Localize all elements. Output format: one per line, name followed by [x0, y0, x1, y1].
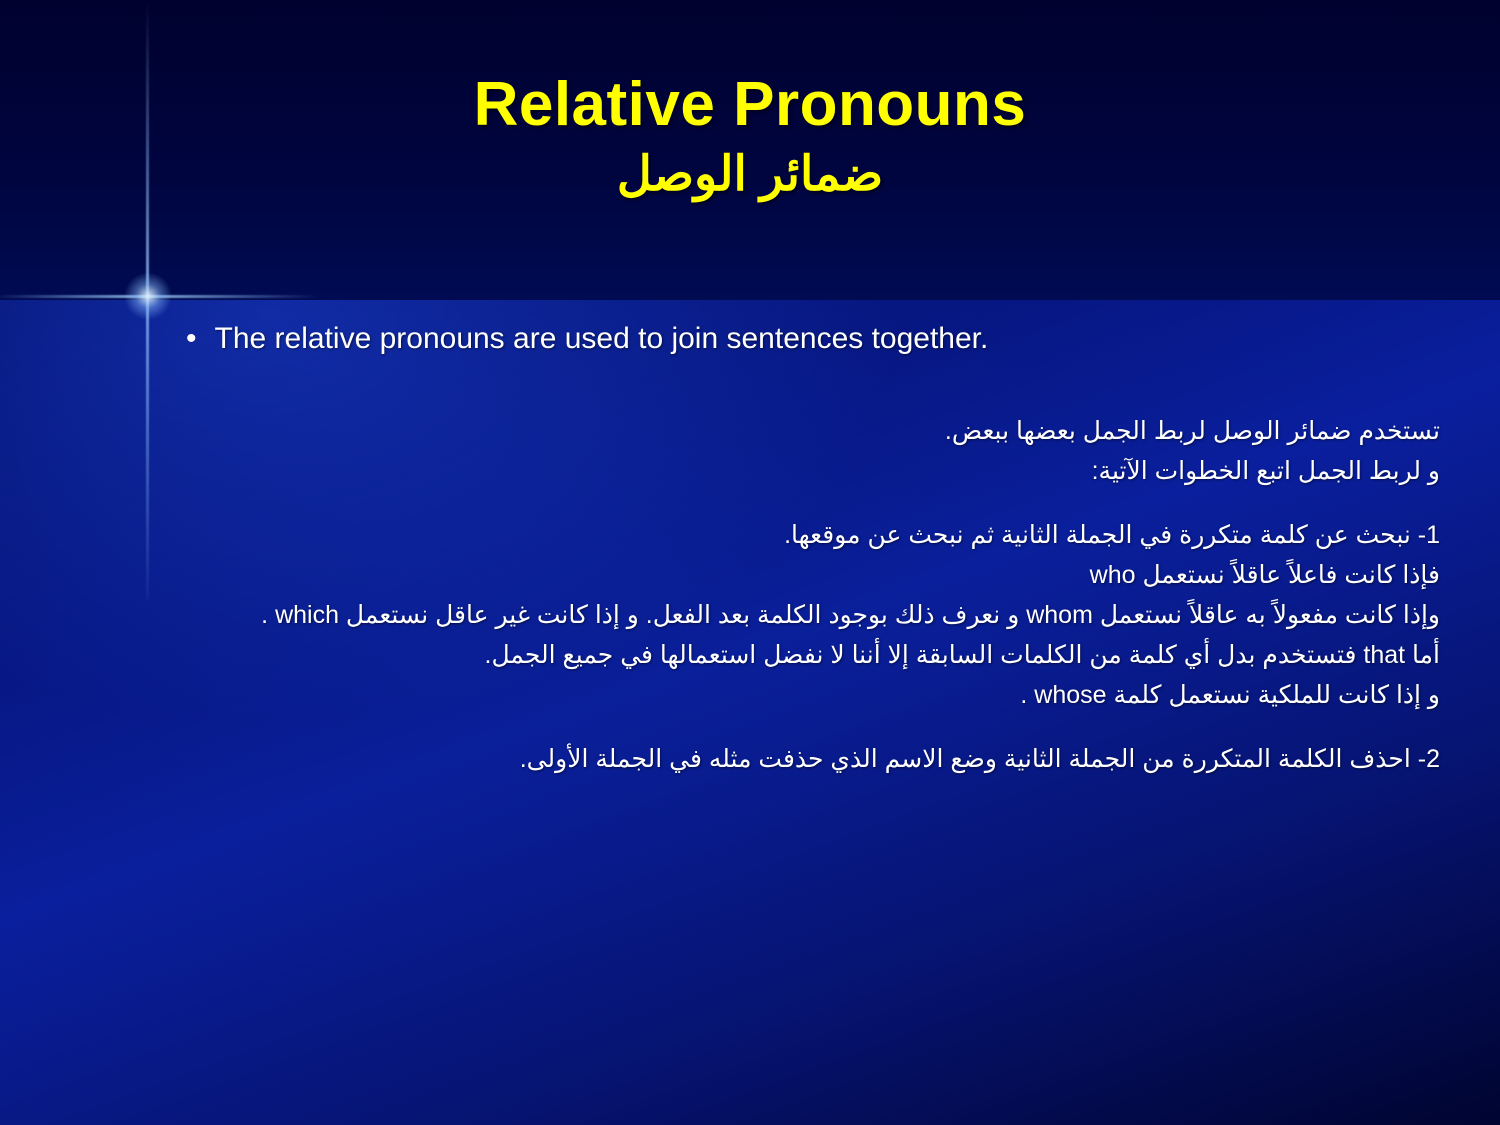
arabic-step1-line-3: وإذا كانت مفعولاً به عاقلاً نستعمل whom و نعرف ذلك بوجود الكلمة بعد الفعل. و إذا كانت غير عاقل نستعمل which . [261, 601, 1440, 629]
arabic-intro-line-1: تستخدم ضمائر الوصل لربط الجمل بعضها ببعض. [944, 417, 1440, 445]
bullet-dot-icon: • [186, 322, 197, 355]
arabic-explanation-block [0, 412, 1500, 778]
arabic-step1-line-5: و إذا كانت للملكية نستعمل كلمة whose . [1020, 681, 1440, 709]
arabic-step1-line-4: أما that فتستخدم بدل أي كلمة من الكلمات السابقة إلا أننا لا نفضل استعمالها في جميع الجمل. [484, 641, 1440, 669]
arabic-step1-line-1: 1- نبحث عن كلمة متكررة في الجملة الثانية ثم نبحث عن موقعها. [784, 521, 1440, 549]
slide-body [0, 318, 1500, 1118]
slide-title-block [0, 70, 1500, 205]
page-title-english: Relative Pronouns [473, 70, 1027, 139]
bullet-item [0, 318, 1500, 360]
arabic-intro-line-2: و لربط الجمل اتبع الخطوات الآتية: [1091, 457, 1440, 485]
page-title-arabic: ضمائر الوصل [616, 148, 884, 202]
bullet-item-label: The relative pronouns are used to join sentences together. [214, 322, 989, 355]
arabic-step2-line-1: 2- احذف الكلمة المتكررة من الجملة الثانية وضع الاسم الذي حذفت مثله في الجملة الأولى. [519, 745, 1440, 773]
spacer [190, 714, 1440, 740]
spacer [190, 490, 1440, 516]
arabic-step1-line-2: فإذا كانت فاعلاً عاقلاً نستعمل who [1089, 561, 1440, 589]
